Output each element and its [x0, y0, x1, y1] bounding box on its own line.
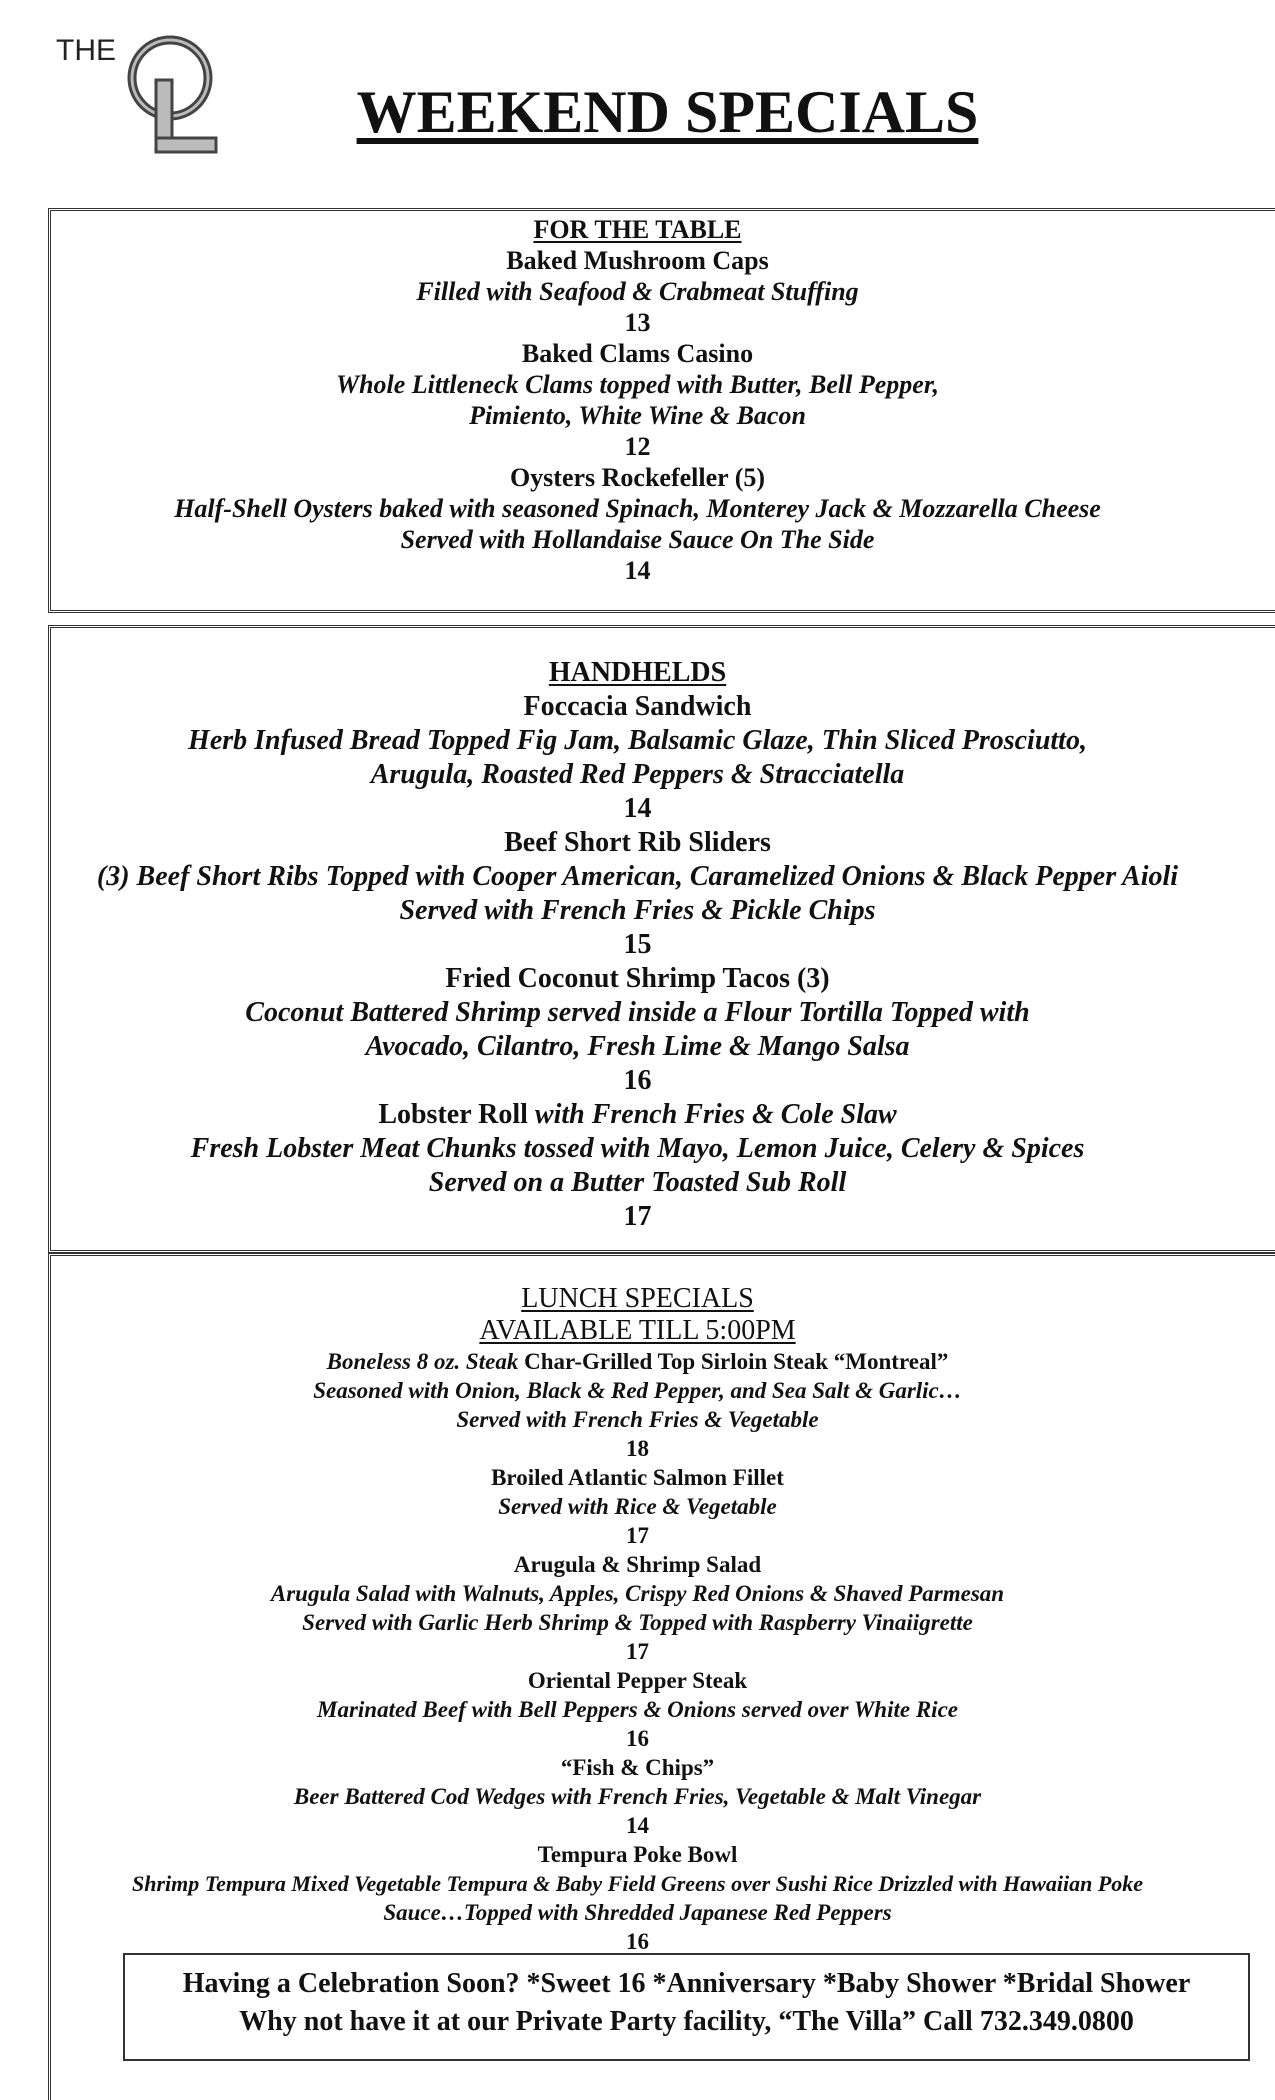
menu-item-price: 17: [626, 1639, 649, 1664]
section-subheading: AVAILABLE TILL 5:00PM: [479, 1315, 796, 1346]
menu-item-desc: (3) Beef Short Ribs Topped with Cooper American, Caramelized Onions & Black Pepper Aioli: [96, 861, 1179, 892]
section-heading: HANDHELDS: [548, 657, 727, 688]
menu-item-desc: Coconut Battered Shrimp served inside a Flour Tortilla Topped with: [245, 997, 1030, 1028]
for-the-table-content: [0, 214, 1275, 586]
menu-item-desc: Marinated Beef with Bell Peppers & Onions served over White Rice: [317, 1697, 958, 1722]
menu-item-desc: Shrimp Tempura Mixed Vegetable Tempura & Baby Field Greens over Sushi Rice Drizzled with Hawaiian Poke: [131, 1871, 1144, 1896]
svg-text:THE: THE: [56, 34, 116, 67]
menu-item-name: Baked Clams Casino: [521, 339, 754, 368]
menu-item-desc: Pimiento, White Wine & Bacon: [469, 401, 806, 430]
promo-line-1: Having a Celebration Soon? *Sweet 16 *Anniversary *Baby Shower *Bridal Shower: [182, 1968, 1191, 1999]
menu-item-price: 14: [623, 793, 652, 824]
menu-item-desc: Served on a Butter Toasted Sub Roll: [428, 1167, 847, 1198]
menu-item-desc: Beer Battered Cod Wedges with French Fries, Vegetable & Malt Vinegar: [293, 1784, 982, 1809]
menu-item-name: Arugula & Shrimp Salad: [513, 1552, 762, 1577]
menu-item-desc: Filled with Seafood & Crabmeat Stuffing: [416, 277, 859, 306]
menu-item-price: 16: [623, 1065, 652, 1096]
menu-item-desc: Arugula, Roasted Red Peppers & Stracciatella: [370, 759, 905, 790]
menu-item-desc: Served with French Fries & Pickle Chips: [399, 895, 876, 926]
menu-item-desc: Herb Infused Bread Topped Fig Jam, Balsamic Glaze, Thin Sliced Prosciutto,: [188, 725, 1087, 756]
menu-item-price: 17: [623, 1201, 652, 1232]
menu-item-desc: Served with Rice & Vegetable: [498, 1494, 777, 1519]
menu-item-name: “Fish & Chips”: [560, 1755, 715, 1780]
menu-item-price: 16: [626, 1929, 649, 1954]
menu-item-desc: Served with Garlic Herb Shrimp & Topped with Raspberry Vinaiigrette: [302, 1610, 973, 1635]
menu-item-desc: Fresh Lobster Meat Chunks tossed with Mayo, Lemon Juice, Celery & Spices: [190, 1133, 1085, 1164]
lunch-specials-content: [0, 1283, 1275, 1956]
menu-item-desc: Avocado, Cilantro, Fresh Lime & Mango Salsa: [365, 1031, 910, 1062]
handhelds-content: [0, 656, 1275, 1234]
menu-item-name: Tempura Poke Bowl: [537, 1842, 738, 1867]
menu-item-price: 14: [624, 556, 651, 585]
menu-item-name: Oysters Rockefeller (5): [509, 463, 766, 492]
menu-item-price: 16: [626, 1726, 649, 1751]
menu-item-name: Fried Coconut Shrimp Tacos (3): [445, 963, 830, 994]
menu-item-title-line: [0, 1098, 1275, 1132]
menu-item-price: 18: [626, 1436, 649, 1461]
menu-item-name: Oriental Pepper Steak: [527, 1668, 748, 1693]
menu-item-name: Lobster Roll: [378, 1099, 528, 1130]
menu-item-price: 14: [626, 1813, 649, 1838]
menu-item-name: Foccacia Sandwich: [523, 691, 752, 722]
menu-item-name: Baked Mushroom Caps: [506, 246, 769, 275]
page-title: WEEKEND SPECIALS: [356, 79, 979, 145]
section-heading: LUNCH SPECIALS: [521, 1283, 754, 1314]
private-party-promo: [123, 1953, 1250, 2061]
menu-item-desc: Sauce…Topped with Shredded Japanese Red Peppers: [383, 1900, 892, 1925]
section-heading: FOR THE TABLE: [533, 215, 742, 244]
menu-item-desc: Arugula Salad with Walnuts, Apples, Crispy Red Onions & Shaved Parmesan: [270, 1581, 1005, 1606]
menu-item-desc: Half-Shell Oysters baked with seasoned Spinach, Monterey Jack & Mozzarella Cheese: [174, 494, 1101, 523]
promo-line-2: Why not have it at our Private Party facility, “The Villa” Call 732.349.0800: [239, 2006, 1134, 2037]
menu-item-name: Broiled Atlantic Salmon Fillet: [491, 1465, 784, 1490]
menu-item-desc: Whole Littleneck Clams topped with Butter, Bell Pepper,: [335, 370, 940, 399]
menu-item-name: Beef Short Rib Sliders: [504, 827, 771, 858]
menu-item-price: 12: [624, 432, 651, 461]
menu-item-price: 15: [623, 929, 652, 960]
menu-item-desc: Served with Hollandaise Sauce On The Side: [400, 525, 875, 554]
menu-item-title-line: [0, 1347, 1275, 1376]
menu-item-desc: Seasoned with Onion, Black & Red Pepper, and Sea Salt & Garlic…: [313, 1378, 962, 1403]
menu-item-name-prefix: Boneless 8 oz. Steak: [326, 1349, 519, 1374]
menu-item-price: 17: [626, 1523, 649, 1548]
menu-item-desc: Served with French Fries & Vegetable: [456, 1407, 819, 1432]
menu-item-name-suffix: with French Fries & Cole Slaw: [534, 1099, 897, 1130]
menu-item-name: Char-Grilled Top Sirloin Steak “Montreal”: [524, 1349, 949, 1374]
menu-item-price: 13: [624, 308, 651, 337]
